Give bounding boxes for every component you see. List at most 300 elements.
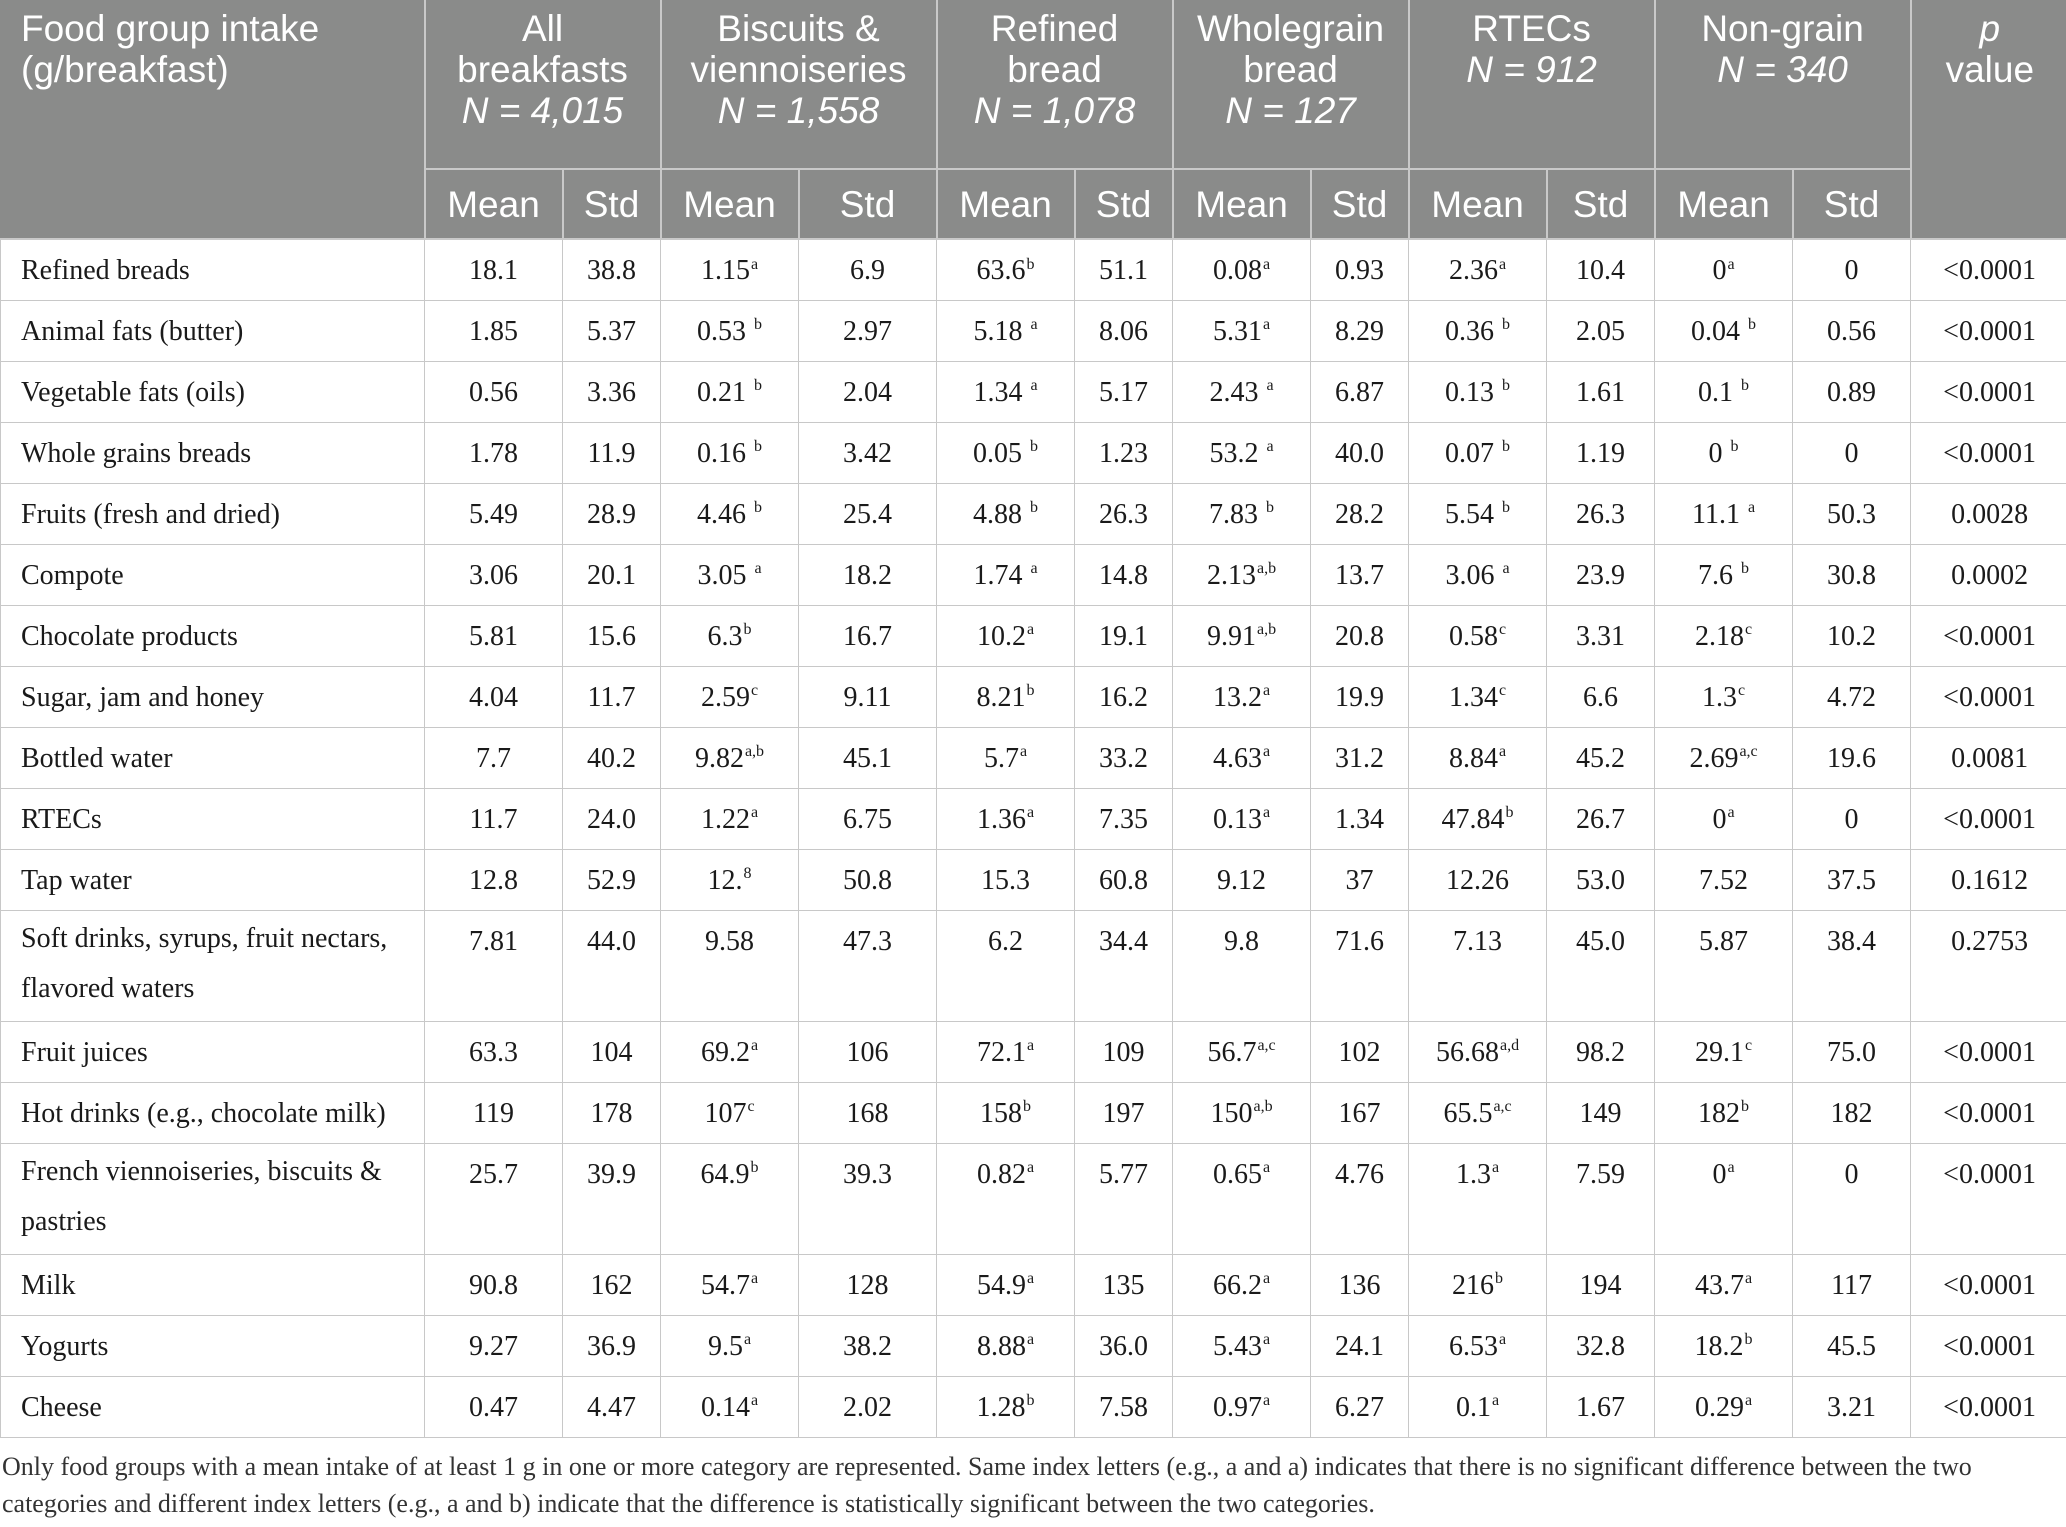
cell-p-value: <0.0001 (1911, 605, 2066, 666)
significance-index: a,d (1499, 1037, 1520, 1055)
significance-index: a,b (1253, 1098, 1273, 1116)
cell-p-value: <0.0001 (1911, 361, 2066, 422)
cell-std (1311, 1082, 1409, 1143)
cell-value: 71.6 (1335, 925, 1385, 957)
cell-value: 0 (1844, 803, 1859, 835)
cell-value: 0 (1712, 803, 1727, 835)
cell-std (799, 1376, 937, 1437)
cell-std (1311, 849, 1409, 910)
cell-std (1547, 910, 1655, 1021)
cell-value: 37 (1345, 864, 1374, 896)
cell-std (799, 361, 937, 422)
row-label: Hot drinks (e.g., chocolate milk) (1, 1082, 425, 1143)
significance-index: a (1262, 255, 1271, 273)
cell-mean (1173, 727, 1311, 788)
table-row (1, 1082, 2066, 1143)
cell-std (799, 1254, 937, 1315)
header-std: Std (563, 169, 661, 239)
cell-std (1075, 666, 1173, 727)
table-row (1, 1021, 2066, 1082)
significance-index: b (750, 1159, 759, 1177)
cell-value: 12. (707, 864, 743, 896)
cell-std (1547, 1082, 1655, 1143)
cell-value: 10.4 (1576, 255, 1626, 286)
cell-value: 6.6 (1583, 681, 1619, 713)
cell-mean (425, 361, 563, 422)
header-group-1 (661, 0, 937, 169)
cell-p-value: 0.1612 (1911, 849, 2066, 910)
header-group-label: breakfasts (457, 49, 628, 90)
cell-value: 38.2 (843, 1330, 893, 1362)
cell-value: 23.9 (1576, 559, 1626, 591)
cell-value: 106 (846, 1036, 889, 1068)
cell-p-value: 0.0002 (1911, 544, 2066, 605)
cell-value: 0.1 (1455, 1391, 1491, 1423)
cell-std (799, 1021, 937, 1082)
cell-value: 5.43 (1212, 1330, 1262, 1362)
significance-index: a (750, 804, 759, 822)
table-row (1, 605, 2066, 666)
cell-std (563, 788, 661, 849)
header-mean: Mean (1655, 169, 1793, 239)
cell-mean (1409, 727, 1547, 788)
cell-value: 6.75 (843, 803, 893, 835)
header-mean: Mean (1173, 169, 1311, 239)
cell-mean (937, 1254, 1075, 1315)
significance-index: a (1498, 743, 1507, 761)
cell-value: 104 (590, 1036, 633, 1068)
cell-value: 24.1 (1335, 1330, 1385, 1362)
row-label: Compote (1, 544, 425, 605)
header-group-n: N = 340 (1717, 49, 1848, 90)
cell-std (1075, 300, 1173, 361)
cell-mean (937, 300, 1075, 361)
cell-mean (661, 849, 799, 910)
cell-value: 149 (1579, 1097, 1622, 1129)
cell-value: 63.6 (976, 255, 1026, 286)
significance-index: a (754, 560, 762, 578)
cell-p-value: <0.0001 (1911, 239, 2066, 300)
cell-value: 9.82 (694, 742, 744, 774)
cell-mean (661, 1082, 799, 1143)
cell-std (1075, 1082, 1173, 1143)
significance-index: b (754, 499, 763, 517)
cell-value: 0.53 (697, 315, 754, 347)
cell-mean (1655, 300, 1793, 361)
cell-value: 182 (1698, 1097, 1741, 1129)
significance-index: b (1744, 1331, 1753, 1349)
cell-mean (1409, 910, 1547, 1021)
cell-mean (1173, 1254, 1311, 1315)
significance-index: a (1030, 377, 1038, 395)
cell-std (1547, 300, 1655, 361)
cell-mean (425, 1315, 563, 1376)
cell-value: 11.9 (587, 437, 636, 469)
cell-mean (1409, 788, 1547, 849)
cell-value: 117 (1831, 1269, 1873, 1301)
cell-std (799, 1082, 937, 1143)
significance-index: a (1030, 316, 1038, 334)
cell-std (1547, 1021, 1655, 1082)
cell-value: 11.1 (1692, 498, 1747, 530)
header-food-group (1, 0, 425, 239)
cell-value: 1.61 (1576, 376, 1626, 408)
cell-value: 7.59 (1576, 1158, 1626, 1190)
significance-index: a (1498, 1331, 1507, 1349)
cell-std (1793, 544, 1911, 605)
cell-value: 20.8 (1335, 620, 1385, 652)
cell-std (1793, 1021, 1911, 1082)
cell-value: 1.85 (469, 315, 518, 347)
cell-value: 0.21 (697, 376, 754, 408)
header-group-label: Wholegrain (1196, 8, 1385, 49)
cell-value: 0.1 (1698, 376, 1741, 408)
cell-std (1311, 300, 1409, 361)
cell-std (1075, 422, 1173, 483)
cell-value: 0.07 (1445, 437, 1502, 469)
cell-value: 50.3 (1827, 498, 1877, 530)
significance-index: b (1030, 499, 1039, 517)
cell-std (1311, 422, 1409, 483)
header-group-5 (1655, 0, 1911, 169)
row-label: Cheese (1, 1376, 425, 1437)
cell-value: 5.81 (469, 620, 518, 652)
cell-mean (1173, 910, 1311, 1021)
row-label: French viennoiseries, biscuits & pastries (1, 1143, 425, 1254)
cell-std (1075, 361, 1173, 422)
header-group-label: Non-grain (1701, 8, 1864, 49)
row-label: Animal fats (butter) (1, 300, 425, 361)
table-footnote: Only food groups with a mean intake of at least 1 g in one or more category are represented. Same index letters (e.g., a and a) indicates that there is no significant difference between the two categories and different index letters (e.g., a and b) indicate that the difference is statistically significant between the two categories. (2, 1451, 1972, 1518)
cell-value: 1.3 (1701, 681, 1737, 713)
cell-std (563, 1082, 661, 1143)
cell-std (563, 727, 661, 788)
table-row (1, 849, 2066, 910)
cell-mean (1173, 788, 1311, 849)
cell-std (799, 422, 937, 483)
cell-mean (1655, 666, 1793, 727)
row-label: Vegetable fats (oils) (1, 361, 425, 422)
cell-std (1547, 422, 1655, 483)
significance-index: a (1026, 621, 1035, 639)
cell-value: 20.1 (587, 559, 636, 591)
significance-index: b (743, 621, 752, 639)
cell-value: 98.2 (1576, 1036, 1626, 1068)
cell-std (1075, 1254, 1173, 1315)
cell-value: 9.11 (843, 681, 892, 713)
cell-value: 2.36 (1448, 255, 1498, 286)
cell-std (1075, 849, 1173, 910)
significance-index: b (1026, 255, 1035, 273)
cell-mean (1409, 605, 1547, 666)
significance-index: a (1262, 316, 1271, 334)
cell-value: 2.02 (843, 1391, 893, 1423)
cell-value: 7.35 (1099, 803, 1149, 835)
cell-mean (1655, 361, 1793, 422)
cell-value: 6.9 (850, 255, 886, 286)
significance-index: a,c (1493, 1098, 1512, 1116)
cell-std (563, 361, 661, 422)
significance-index: a (750, 255, 759, 273)
cell-mean (661, 605, 799, 666)
cell-mean (937, 1082, 1075, 1143)
cell-mean (661, 1021, 799, 1082)
cell-std (1075, 1143, 1173, 1254)
cell-std (1311, 605, 1409, 666)
table-row (1, 1143, 2066, 1254)
significance-index: a (1019, 743, 1028, 761)
cell-mean (937, 788, 1075, 849)
cell-value: 7.13 (1453, 925, 1503, 957)
cell-value: 158 (980, 1097, 1023, 1129)
table-row (1, 544, 2066, 605)
cell-value: 5.77 (1099, 1158, 1149, 1190)
cell-value: 5.49 (469, 498, 518, 530)
cell-std (1793, 910, 1911, 1021)
cell-value: 34.4 (1099, 925, 1149, 957)
header-food-group-line-1: Food group intake (21, 8, 320, 49)
cell-value: 0 (1708, 437, 1730, 469)
significance-index: a (750, 1270, 759, 1288)
header-mean: Mean (661, 169, 799, 239)
significance-index: a (1727, 804, 1735, 822)
cell-value: 14.8 (1099, 559, 1149, 591)
cell-value: 3.21 (1827, 1391, 1877, 1423)
cell-std (1311, 239, 1409, 300)
cell-value: 1.34 (1448, 681, 1498, 713)
cell-value: 3.05 (697, 559, 754, 591)
cell-mean (1655, 239, 1793, 300)
cell-p-value: <0.0001 (1911, 300, 2066, 361)
cell-std (563, 849, 661, 910)
cell-mean (1409, 849, 1547, 910)
cell-value: 6.2 (988, 925, 1024, 957)
cell-std (563, 910, 661, 1021)
table-row (1, 483, 2066, 544)
cell-value: 0.58 (1448, 620, 1498, 652)
row-label: RTECs (1, 788, 425, 849)
significance-index: b (1502, 316, 1511, 334)
header-std: Std (1793, 169, 1911, 239)
cell-mean (425, 1021, 563, 1082)
significance-index: b (754, 316, 763, 334)
cell-value: 75.0 (1827, 1036, 1877, 1068)
cell-std (1547, 788, 1655, 849)
header-group-n: N = 1,078 (973, 90, 1136, 131)
cell-mean (1173, 1376, 1311, 1437)
cell-value: 9.5 (707, 1330, 743, 1362)
cell-mean (661, 910, 799, 1021)
cell-value: 26.3 (1576, 498, 1626, 530)
cell-mean (1655, 483, 1793, 544)
header-std: Std (1075, 169, 1173, 239)
cell-mean (1409, 1376, 1547, 1437)
cell-value: 11.7 (469, 803, 518, 835)
cell-value: 19.6 (1827, 742, 1877, 774)
cell-value: 28.9 (587, 498, 636, 530)
cell-std (1793, 1315, 1911, 1376)
significance-index: b (754, 438, 763, 456)
cell-value: 5.7 (983, 742, 1019, 774)
cell-std (563, 239, 661, 300)
cell-mean (661, 483, 799, 544)
significance-index: b (1023, 1098, 1032, 1116)
cell-value: 1.3 (1455, 1158, 1491, 1190)
cell-std (1311, 1021, 1409, 1082)
cell-std (1311, 1315, 1409, 1376)
cell-std (1075, 727, 1173, 788)
cell-value: 0.47 (469, 1391, 518, 1423)
cell-value: 9.27 (469, 1330, 518, 1362)
row-label: Bottled water (1, 727, 425, 788)
cell-value: 8.88 (976, 1330, 1026, 1362)
header-mean: Mean (1409, 169, 1547, 239)
row-label: Chocolate products (1, 605, 425, 666)
cell-mean (1655, 1021, 1793, 1082)
cell-mean (1173, 1021, 1311, 1082)
cell-value: 44.0 (587, 925, 636, 957)
cell-p-value: 0.0081 (1911, 727, 2066, 788)
header-group-n: N = 4,015 (461, 90, 624, 131)
header-group-n: N = 1,558 (717, 90, 880, 131)
cell-mean (661, 1254, 799, 1315)
cell-value: 168 (846, 1097, 889, 1129)
cell-value: 16.2 (1099, 681, 1149, 713)
significance-index: b (754, 377, 763, 395)
cell-value: 15.3 (981, 864, 1031, 896)
cell-value: 4.76 (1335, 1158, 1385, 1190)
cell-std (563, 1376, 661, 1437)
header-group-label: RTECs (1472, 8, 1591, 49)
cell-mean (1409, 1143, 1547, 1254)
cell-value: 26.7 (1576, 803, 1626, 835)
cell-value: 194 (1579, 1269, 1622, 1301)
cell-std (1547, 483, 1655, 544)
significance-index: a (1026, 1270, 1035, 1288)
cell-value: 45.1 (843, 742, 893, 774)
significance-index: b (1505, 804, 1514, 822)
cell-std (1075, 483, 1173, 544)
cell-mean (1173, 422, 1311, 483)
cell-mean (425, 544, 563, 605)
cell-mean (1655, 1315, 1793, 1376)
cell-value: 0.16 (697, 437, 754, 469)
header-group-label: bread (1243, 49, 1338, 90)
significance-index: a,b (1256, 621, 1277, 639)
cell-std (1311, 1143, 1409, 1254)
cell-value: 7.7 (476, 742, 511, 774)
cell-value: 11.7 (587, 681, 636, 713)
header-food-group-line-2: (g/breakfast) (21, 49, 229, 90)
cell-value: 2.43 (1209, 376, 1266, 408)
cell-mean (1173, 605, 1311, 666)
significance-index: a (1491, 1392, 1500, 1410)
cell-mean (937, 605, 1075, 666)
cell-mean (425, 849, 563, 910)
cell-value: 25.7 (469, 1158, 518, 1190)
cell-value: 216 (1452, 1269, 1495, 1301)
cell-value: 1.36 (976, 803, 1026, 835)
cell-value: 2.05 (1576, 315, 1626, 347)
cell-value: 4.72 (1827, 681, 1877, 713)
cell-value: 2.18 (1694, 620, 1744, 652)
cell-mean (1655, 544, 1793, 605)
row-label: Fruits (fresh and dried) (1, 483, 425, 544)
cell-value: 4.47 (587, 1391, 636, 1423)
cell-value: 178 (590, 1097, 633, 1129)
cell-value: 16.7 (843, 620, 893, 652)
cell-value: 9.91 (1206, 620, 1256, 652)
cell-value: 0.56 (469, 376, 518, 408)
cell-value: 0.65 (1212, 1158, 1262, 1190)
significance-index: b (1502, 499, 1511, 517)
cell-mean (1409, 1254, 1547, 1315)
cell-value: 1.74 (973, 559, 1030, 591)
header-p-value (1911, 0, 2066, 239)
cell-value: 24.0 (587, 803, 636, 835)
cell-value: 31.2 (1335, 742, 1385, 774)
significance-index: a (1262, 804, 1271, 822)
header-mean: Mean (937, 169, 1075, 239)
cell-value: 0.29 (1694, 1391, 1744, 1423)
cell-value: 5.18 (973, 315, 1030, 347)
cell-value: 54.7 (700, 1269, 750, 1301)
cell-value: 10.2 (1827, 620, 1877, 652)
cell-value: 10.2 (976, 620, 1026, 652)
cell-std (1793, 361, 1911, 422)
cell-value: 3.42 (843, 437, 893, 469)
cell-value: 40.0 (1335, 437, 1385, 469)
cell-value: 18.2 (1694, 1330, 1744, 1362)
cell-value: 7.81 (469, 925, 518, 957)
significance-index: b (1502, 377, 1511, 395)
significance-index: a (1262, 1331, 1271, 1349)
cell-value: 47.3 (843, 925, 893, 957)
cell-mean (425, 483, 563, 544)
cell-value: 119 (473, 1097, 514, 1129)
cell-value: 26.3 (1099, 498, 1149, 530)
cell-mean (661, 361, 799, 422)
cell-mean (937, 910, 1075, 1021)
header-group-label: All (521, 8, 564, 49)
cell-value: 9.58 (705, 925, 755, 957)
significance-index: a,c (1739, 743, 1758, 761)
table-row (1, 361, 2066, 422)
cell-value: 54.9 (976, 1269, 1026, 1301)
significance-index: c (1744, 621, 1753, 639)
cell-mean (661, 1315, 799, 1376)
cell-std (563, 1021, 661, 1082)
cell-value: 52.9 (587, 864, 636, 896)
header-group-label: Biscuits & (717, 8, 880, 49)
significance-index: a (1727, 1159, 1735, 1177)
cell-value: 6.3 (707, 620, 743, 652)
cell-value: 8.06 (1099, 315, 1149, 347)
significance-index: a (1266, 438, 1274, 456)
header-group-2 (937, 0, 1173, 169)
cell-value: 64.9 (700, 1158, 750, 1190)
header-std: Std (1311, 169, 1409, 239)
cell-value: 8.29 (1335, 315, 1385, 347)
significance-index: a (1262, 1392, 1271, 1410)
row-label: Milk (1, 1254, 425, 1315)
cell-value: 4.46 (697, 498, 754, 530)
cell-std (1075, 788, 1173, 849)
cell-value: 45.0 (1576, 925, 1626, 957)
table-header (1, 0, 2066, 239)
significance-index: a (750, 1037, 759, 1055)
cell-value: 4.04 (469, 681, 518, 713)
